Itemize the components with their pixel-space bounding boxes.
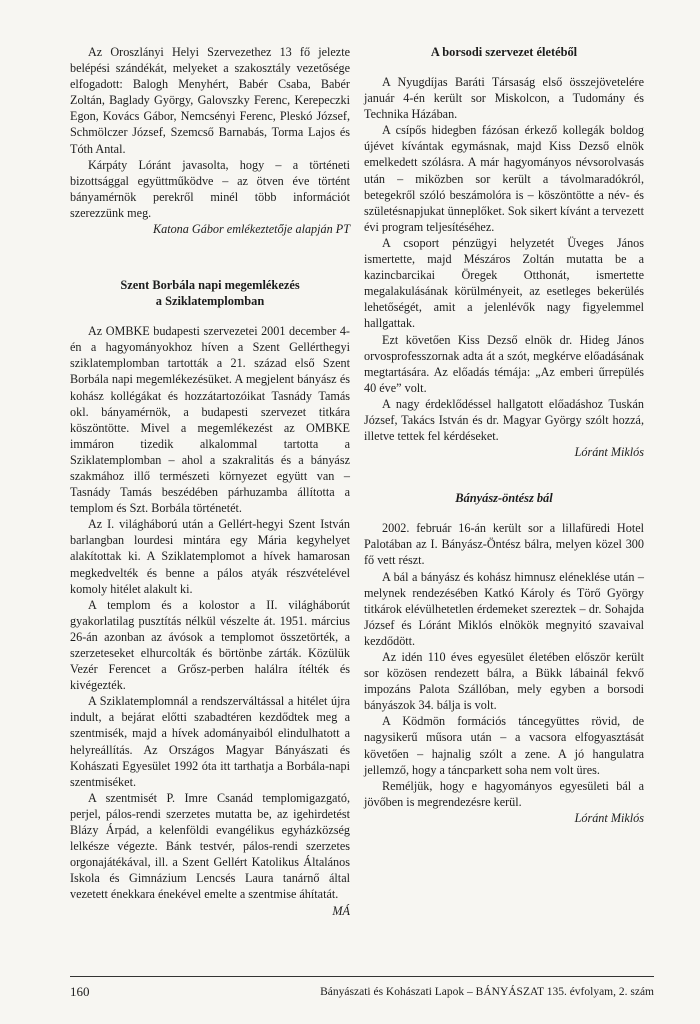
paragraph-new-members: Az Oroszlányi Helyi Szervezethez 13 fő jelezte belépési szándékát, melyeket a szakosztály vezetősége elfogadott: Balogh Menyhért, Babér Csaba, Babér Zoltán, Baglady György, Galovszky Ferenc, Kerepeczki Egon, Kovács Gábor, Nemcsényi Ferenc, Pleskó József, Schmölczer József, Szemcső Barnabás, Torma Lajos és Tóth Antal. bbox=[70, 45, 350, 156]
footer-rule bbox=[70, 976, 654, 977]
paragraph-ball-1: 2002. február 16-án került sor a lillafüredi Hotel Palotában az I. Bányász-Öntész bálra, melyen közel 300 fő vett részt. bbox=[364, 521, 644, 568]
paragraph-ball-3: Az idén 110 éves egyesület életében először került sor közösen rendezett bálra, a Bükk lábainál fekvő impozáns Palota Szállóban, mely egyben a borsodi bányászok 34. bálja is volt. bbox=[364, 650, 644, 713]
section-title-ball: Bányász-öntész bál bbox=[455, 491, 553, 506]
paragraph-borsod-5: A nagy érdeklődéssel hallgatott előadáshoz Tuskán József, Takács István és dr. Magyar György szólt hozzá, illetve tettek fel kérdéseket. bbox=[364, 396, 644, 444]
right-column bbox=[364, 44, 644, 826]
paragraph-ball-2: A bál a bányász és kohász himnusz eléneklése után – melynek rendezésében Katkó Károly és Törő György titkárok elévülhetetlen érdemeket szereztek – dr. Sohajda József és Lóránt Miklós elnökök megnyitó szavaival kezdődött. bbox=[364, 569, 644, 648]
signature-borsod: Lóránt Miklós bbox=[574, 445, 644, 460]
spacer bbox=[364, 506, 644, 520]
paragraph-borsod-3: A csoport pénzügyi helyzetét Üveges János ismertette, majd Mészáros Zoltán mutatta be a kazincbarcikai Öregek Otthonát, ismertette megalakulásának körülményeit, az esetleges bekerülés lehetőségét, amit a jelenlévők nagy figyelemmel hallgattak. bbox=[364, 235, 644, 331]
paragraph-borsod-1: A Nyugdíjas Baráti Társaság első összejövetelére január 4-én került sor Miskolcon, a Tudomány és Technika Házában. bbox=[364, 75, 644, 122]
paragraph-ball-4: A Ködmön formációs táncegyüttes rövid, de nagysikerű műsora után – a vacsora elfogyasztását követően – hajnalig szólt a zene. A jó hangulatra jellemző, hogy a táncparkett soha nem volt üres. bbox=[364, 714, 644, 777]
section-title-borbala bbox=[70, 277, 350, 309]
paragraph-borbala-3: A templom és a kolostor a II. világháborút gyakorlatilag pusztítás nélkül vészelte át. 1951. március 26-án azonban az ávósok a templomot összetörték, a szerzeteseket elhurcolták és börtönbe zárták. Közülük Vezér Ferencet a Grősz-perben halálra ítélték és kivégezték. bbox=[70, 597, 350, 693]
section-title-borsod: A borsodi szervezet életéből bbox=[430, 45, 578, 59]
spacer bbox=[70, 237, 350, 277]
page-number: 160 bbox=[70, 984, 90, 999]
paragraph-borsod-2: A csípős hidegben fázósan érkező kollegák boldog újévet kívántak egymásnak, majd Kiss Dezső elnök emelkedett szólásra. A már hagyományos névsorolvasás után – miközben sor került a távolmaradókról, betegekről szóló beszámolóra is – köszöntötte a név- és születésnapjukat ünneplőket. Sok sikert kívánt a tervezett évi program teljesítéséhez. bbox=[364, 123, 644, 234]
journal-title: Bányászati és Kohászati Lapok – BÁNYÁSZAT 135. évfolyam, 2. szám bbox=[320, 986, 654, 998]
paragraph-ball-5: Reméljük, hogy e hagyományos egyesületi bál a jövőben is megrendezésre kerül. bbox=[364, 778, 644, 809]
paragraph-borbala-4: A Sziklatemplomnál a rendszerváltással a hitélet újra indult, a bejárat előtti szabadtéren kezdődtek meg a szentmisék, majd a hívek adományaiból elindulhatott a helyreállítás. Az Országos Magyar Bányászati és Kohászati Egyesület 1992 óta itt tarthatja a Borbála-napi szentmiséket. bbox=[70, 694, 350, 789]
signature-ball: Lóránt Miklós bbox=[574, 810, 644, 825]
signature-intro: Katona Gábor emlékeztetője alapján PT bbox=[152, 222, 350, 237]
paragraph-history-committee: Kárpáty Lóránt javasolta, hogy – a történeti bizottsággal együttműködve – az ötven éve történt bányamérnök perekről minél több információt szerezzünk meg. bbox=[70, 157, 350, 220]
section-title-borbala-line1: Szent Borbála napi megemlékezés bbox=[120, 278, 300, 293]
spacer bbox=[364, 460, 644, 490]
spacer bbox=[364, 60, 644, 74]
signature-borbala: MÁ bbox=[332, 903, 350, 918]
paragraph-borbala-2: Az I. világháború után a Gellért-hegyi Szent István barlangban lourdesi mintára egy Mária kegyhelyet alakítottak ki. A Sziklatemplomot a hívek hamarosan megkedvelték és benne a pálos atyák részvételével komoly hitélet alakult ki. bbox=[70, 517, 350, 596]
spacer bbox=[70, 309, 350, 323]
paragraph-borbala-1: Az OMBKE budapesti szervezetei 2001 december 4-én a hagyományokhoz híven a Szent Gellérthegyi sziklatemplomban tartották a 21. század első Szent Borbála napi megemlékezésüket. A megjelent bányász és kohász kollégákat és hozzátartozóikat Tasnády Tamás okl. bányamérnök, a budapesti szervezet titkára köszöntötte. Mivel a megemlékezést az OMBKE immáron tizedik alkalommal tartotta a Sziklatemplomban – ahol a szakralitás és a bányász szakmához illő természeti környezet együtt van – Tasnády Tamás beszédében párhuzamba állította a templom és Szt. Borbála történetét. bbox=[70, 324, 350, 516]
section-title-borbala-line2: a Sziklatemplomban bbox=[155, 294, 265, 309]
paragraph-borbala-5: A szentmisét P. Imre Csanád templomigazgató, perjel, pálos-rendi szerzetes mutatta be, az igehirdetést Blázy Árpád, a kelenföldi evangélikus egyházközség lelkésze végezte. Bánk testvér, pálos-rendi szerzetes orgonajátékával, ill. a Szent Gellért Katolikus Általános Iskola és Gimnázium Lencsés Laura tanárnő által vezetett énekkara énekével emelte a szentmise áhítatát. bbox=[70, 790, 350, 902]
left-column bbox=[70, 44, 350, 919]
paragraph-borsod-4: Ezt követően Kiss Dezső elnök dr. Hideg János orvosprofesszornak adta át a szót, megkérve előadásának megtartására. Az előadás témája: „Az emberi űrrepülés 40 éve” volt. bbox=[364, 332, 644, 395]
